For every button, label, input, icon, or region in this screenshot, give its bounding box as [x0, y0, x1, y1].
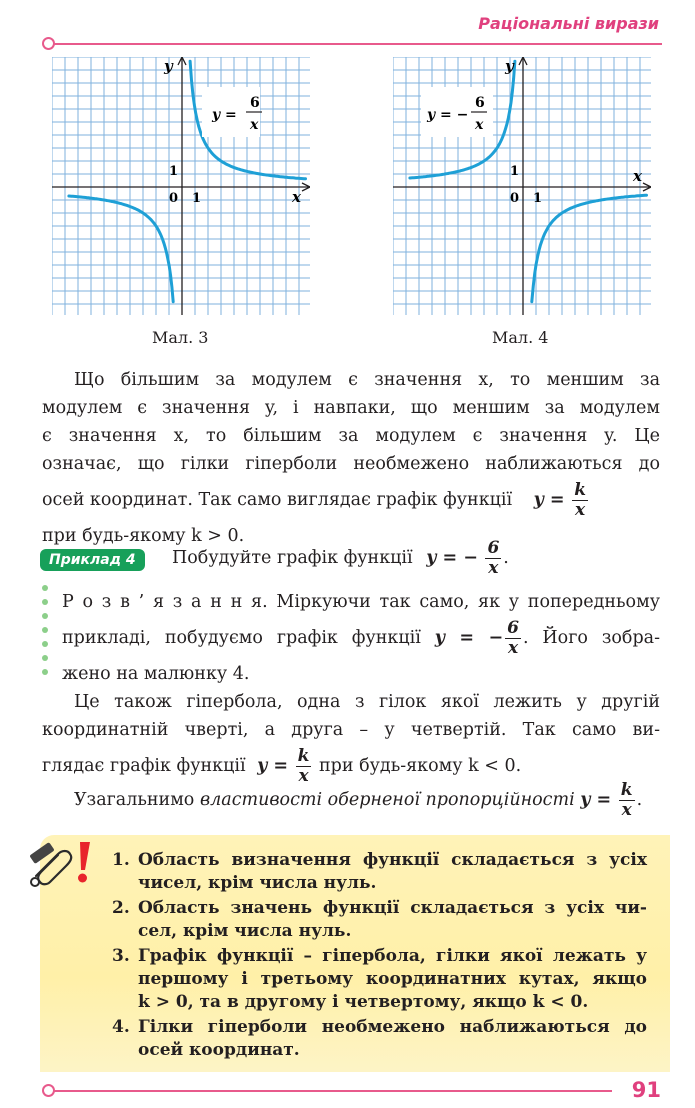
example-badge: Приклад 4	[40, 549, 145, 571]
figure-3-caption: Мал. 3	[152, 328, 209, 347]
formula-lhs: y =	[257, 756, 289, 776]
x-unit-label: 1	[533, 191, 543, 206]
origin-label: 0	[510, 191, 520, 206]
fraction-numerator: k	[574, 480, 586, 500]
formula-num: 6	[250, 95, 260, 111]
formula-den: x	[250, 117, 259, 133]
fraction-denominator: x	[575, 500, 586, 520]
fraction-denominator: x	[507, 638, 519, 658]
task-period: .	[503, 548, 509, 568]
formula-lhs: y = −	[427, 107, 469, 123]
header-rule	[52, 43, 662, 45]
figure-3-graph	[52, 57, 310, 315]
fraction-numerator: k	[620, 780, 633, 800]
hyperbola-branch-3	[69, 196, 173, 302]
fraction-denominator: x	[298, 766, 309, 786]
footer-rule	[52, 1090, 612, 1092]
list-item-line: Область значень функції складається з усіх чи-	[138, 898, 647, 918]
text-line: жено на малюнку 4.	[62, 664, 250, 684]
list-item-line: осей координат.	[138, 1040, 300, 1060]
list-item-number: 4.	[112, 1017, 130, 1037]
list-item-number: 2.	[112, 898, 130, 918]
properties-list	[112, 849, 652, 1064]
task-text: Побудуйте графік функції	[172, 548, 413, 568]
y-axis-label: y	[164, 57, 173, 75]
formula-lhs: y = −	[426, 548, 478, 568]
list-item-line: першому і третьому координатних кутах, якщо	[138, 969, 647, 989]
origin-label: 0	[169, 191, 179, 206]
list-item-number: 1.	[112, 850, 130, 870]
text-line-with-formula	[42, 478, 660, 522]
formula-lhs: y = −	[434, 628, 504, 648]
text-line: координатній чверті, а друга – у четвертій. Так само ви-	[42, 720, 660, 740]
text-fragment: прикладі, побудуємо графік функції	[62, 628, 421, 648]
formula-lhs: y =	[580, 790, 612, 810]
text-line: Що більшим за модулем є значення x, то меншим за	[74, 370, 660, 390]
figure-4-graph	[393, 57, 651, 315]
fraction-denominator: x	[488, 558, 499, 578]
text-line: означає, що гілки гіперболи необмежено наближаються до	[42, 454, 660, 474]
x-axis-label: x	[292, 188, 301, 206]
list-item-line: чисел, крім числа нуль.	[138, 873, 377, 893]
exclamation-icon	[72, 840, 94, 884]
y-unit-label: 1	[510, 164, 520, 179]
paragraph-hyperbola-asymptotes	[42, 366, 660, 550]
y-unit-label: 1	[169, 164, 179, 179]
list-item-line: Гілки гіперболи необмежено наближаються до	[138, 1017, 647, 1037]
header-rule-dot	[42, 37, 55, 50]
page-number: 91	[631, 1078, 661, 1102]
text-fragment: глядає графік функції	[42, 756, 246, 776]
text-line: Р о з в ’ я з а н н я. Міркуючи так само, як у попередньому	[62, 592, 660, 612]
text-line: є значення x, то більшим за модулем є значення y. Це	[42, 426, 660, 446]
text-fragment: при будь-якому k < 0.	[319, 756, 522, 776]
formula-den: x	[475, 117, 484, 133]
fraction-denominator: x	[621, 800, 632, 820]
running-header: Раціональні вирази	[478, 14, 659, 33]
y-axis-label: y	[505, 57, 514, 75]
x-axis-label: x	[633, 167, 642, 185]
list-item-line: Область визначення функції складається з усіх	[138, 850, 647, 870]
figure-4-caption: Мал. 4	[492, 328, 549, 347]
formula-lhs: y =	[533, 490, 565, 510]
text-italic: властивості оберненої пропорційності	[199, 790, 575, 810]
text-line: при будь-якому k > 0.	[42, 526, 245, 546]
formula-num: 6	[475, 95, 485, 111]
list-item-number: 3.	[112, 946, 130, 966]
example-solution	[62, 588, 660, 688]
fraction-numerator: k	[297, 746, 310, 766]
formula-lhs: y =	[212, 107, 237, 123]
text-period: .	[636, 790, 643, 810]
list-item-line: сел, крім числа нуль.	[138, 921, 352, 941]
paragraph-negative-k	[42, 688, 660, 788]
fraction-numerator: 6	[507, 618, 519, 638]
text-fragment: Узагальнимо	[74, 790, 195, 810]
list-item-line: k > 0, та в другому і четвертому, якщо k < 0.	[138, 992, 589, 1012]
text-line: модулем є значення y, і навпаки, що меншим за модулем	[42, 398, 660, 418]
text-fragment: . Його зобра-	[522, 628, 660, 648]
text-line: Це також гіпербола, одна з гілок якої лежить у другій	[74, 692, 660, 712]
fraction-numerator: 6	[487, 538, 500, 558]
x-unit-label: 1	[192, 191, 202, 206]
fraction	[572, 481, 588, 520]
fraction	[619, 781, 635, 820]
list-item-line: Графік функції – гіпербола, гілки якої лежать у	[138, 946, 647, 966]
text-fragment: осей координат. Так само виглядає графік функції	[42, 490, 513, 510]
example-task	[172, 536, 509, 580]
fraction	[485, 539, 501, 578]
grid	[52, 57, 310, 315]
fraction	[505, 619, 521, 658]
text-line-with-formula	[62, 616, 660, 660]
paragraph-generalize	[74, 778, 642, 822]
solution-margin-dots	[42, 585, 48, 683]
footer-rule-dot	[42, 1084, 55, 1097]
